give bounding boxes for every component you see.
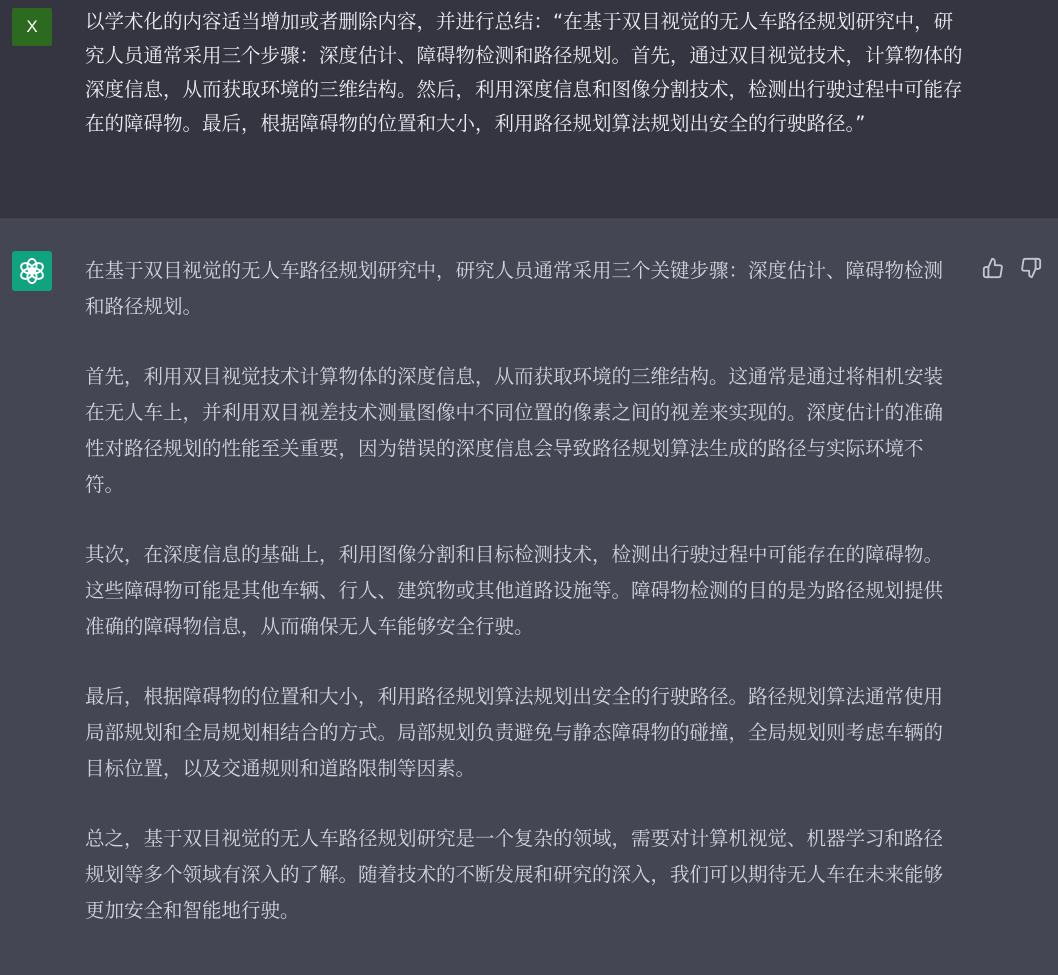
answer-paragraph: 在基于双目视觉的无人车路径规划研究中，研究人员通常采用三个关键步骤：深度估计、障碍物检测和路径规划。 [85,259,944,318]
assistant-message-text [85,253,955,963]
thumbs-down-button[interactable] [1018,255,1044,281]
answer-paragraph: 首先，利用双目视觉技术计算物体的深度信息，从而获取环境的三维结构。这通常是通过将相机安装在无人车上，并利用双目视差技术测量图像中不同位置的像素之间的视差来实现的。深度估计的准确性对路径规划的性能至关重要，因为错误的深度信息会导致路径规划算法生成的路径与实际环境不符。 [85,365,944,496]
thumbs-down-icon [1020,257,1042,279]
user-message-row [0,0,1058,218]
user-avatar: X [12,8,52,46]
user-message-text: 以学术化的内容适当增加或者删除内容，并进行总结：“在基于双目视觉的无人车路径规划研究中，研究人员通常采用三个步骤：深度估计、障碍物检测和路径规划。首先，通过双目视觉技术，计算物体的深度信息，从而获取环境的三维结构。然后，利用深度信息和图像分割技术，检测出行驶过程中可能存在的障碍物。最后，根据障碍物的位置和大小，利用路径规划算法规划出安全的行驶路径。” [85,10,963,135]
answer-paragraph: 总之，基于双目视觉的无人车路径规划研究是一个复杂的领域，需要对计算机视觉、机器学习和路径规划等多个领域有深入的了解。随着技术的不断发展和研究的深入，我们可以期待无人车在未来能够更加安全和智能地行驶。 [85,827,944,922]
assistant-avatar [12,251,52,291]
answer-paragraph: 最后，根据障碍物的位置和大小，利用路径规划算法规划出安全的行驶路径。路径规划算法通常使用局部规划和全局规划相结合的方式。局部规划负责避免与静态障碍物的碰撞，全局规划则考虑车辆的目标位置，以及交通规则和道路限制等因素。 [85,685,944,780]
openai-logo-icon [17,256,47,286]
feedback-controls [980,255,1044,281]
thumbs-up-icon [982,257,1004,279]
assistant-message-row [0,218,1058,975]
answer-paragraph: 其次，在深度信息的基础上，利用图像分割和目标检测技术，检测出行驶过程中可能存在的障碍物。这些障碍物可能是其他车辆、行人、建筑物或其他道路设施等。障碍物检测的目的是为路径规划提供准确的障碍物信息，从而确保无人车能够安全行驶。 [85,543,944,638]
thumbs-up-button[interactable] [980,255,1006,281]
